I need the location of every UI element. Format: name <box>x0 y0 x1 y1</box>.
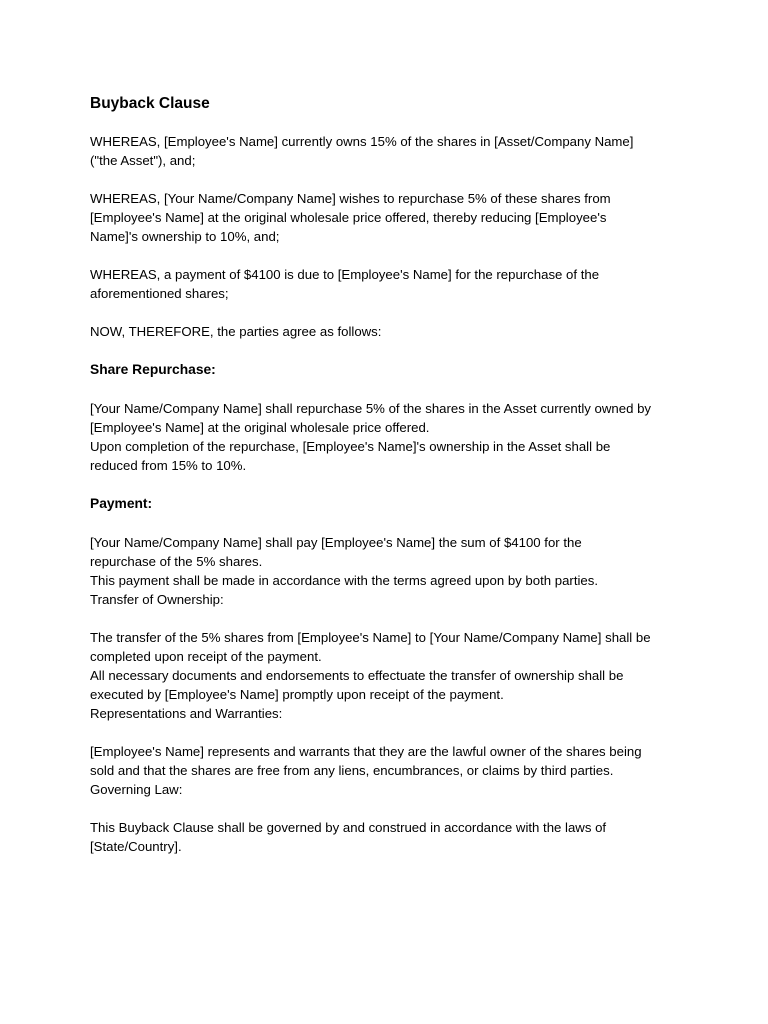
text-line: NOW, THEREFORE, the parties agree as follows: <box>90 324 382 339</box>
governing-law-body <box>90 818 690 856</box>
spacer <box>90 475 690 494</box>
text-line: WHEREAS, [Your Name/Company Name] wishes to repurchase 5% of these shares from <box>90 191 611 206</box>
whereas-clause-1 <box>90 132 690 170</box>
text-line: The transfer of the 5% shares from [Employee's Name] to [Your Name/Company Name] shall be <box>90 630 651 645</box>
text-line: [Employee's Name] at the original wholesale price offered, thereby reducing [Employee's <box>90 210 607 225</box>
text-line: executed by [Employee's Name] promptly upon receipt of the payment. <box>90 687 504 702</box>
payment-heading: Payment: <box>90 496 153 511</box>
text-line: [Employee's Name] at the original wholesale price offered. <box>90 420 430 435</box>
spacer <box>90 609 690 628</box>
spacer <box>90 723 690 742</box>
spacer <box>90 303 690 322</box>
text-line: This Buyback Clause shall be governed by and construed in accordance with the laws of <box>90 820 607 835</box>
text-line: All necessary documents and endorsements to effectuate the transfer of ownership shall be <box>90 668 624 683</box>
text-line: ("the Asset"), and; <box>90 153 196 168</box>
text-line: aforementioned shares; <box>90 286 229 301</box>
text-line: completed upon receipt of the payment. <box>90 649 322 664</box>
text-line: Name]'s ownership to 10%, and; <box>90 229 280 244</box>
spacer <box>90 380 690 399</box>
share-repurchase-heading: Share Repurchase: <box>90 362 216 377</box>
document-title: Buyback Clause <box>90 95 210 112</box>
spacer <box>90 341 690 360</box>
spacer <box>90 514 690 533</box>
spacer <box>90 246 690 265</box>
text-line: [State/Country]. <box>90 839 182 854</box>
whereas-clause-3 <box>90 265 690 303</box>
text-line: Transfer of Ownership: <box>90 592 224 607</box>
text-line: sold and that the shares are free from any liens, encumbrances, or claims by third parties. <box>90 763 614 778</box>
whereas-clause-2 <box>90 189 690 246</box>
text-line: This payment shall be made in accordance with the terms agreed upon by both parties. <box>90 573 599 588</box>
text-line: [Your Name/Company Name] shall pay [Employee's Name] the sum of $4100 for the <box>90 535 582 550</box>
spacer <box>90 170 690 189</box>
text-line: Upon completion of the repurchase, [Employee's Name]'s ownership in the Asset shall be <box>90 439 611 454</box>
text-line: Governing Law: <box>90 782 183 797</box>
spacer <box>90 115 690 132</box>
text-line: reduced from 15% to 10%. <box>90 458 247 473</box>
text-line: [Employee's Name] represents and warrants that they are the lawful owner of the shares being <box>90 744 642 759</box>
payment-body <box>90 533 690 609</box>
text-line: [Your Name/Company Name] shall repurchase 5% of the shares in the Asset currently owned by <box>90 401 652 416</box>
text-line: WHEREAS, a payment of $4100 is due to [Employee's Name] for the repurchase of the <box>90 267 600 282</box>
share-repurchase-body <box>90 399 690 475</box>
text-line: repurchase of the 5% shares. <box>90 554 263 569</box>
text-line: Representations and Warranties: <box>90 706 283 721</box>
now-therefore-clause <box>90 322 690 341</box>
spacer <box>90 799 690 818</box>
representations-body <box>90 742 690 799</box>
document-page <box>90 93 690 856</box>
transfer-body <box>90 628 690 723</box>
text-line: WHEREAS, [Employee's Name] currently owns 15% of the shares in [Asset/Company Name] <box>90 134 634 149</box>
